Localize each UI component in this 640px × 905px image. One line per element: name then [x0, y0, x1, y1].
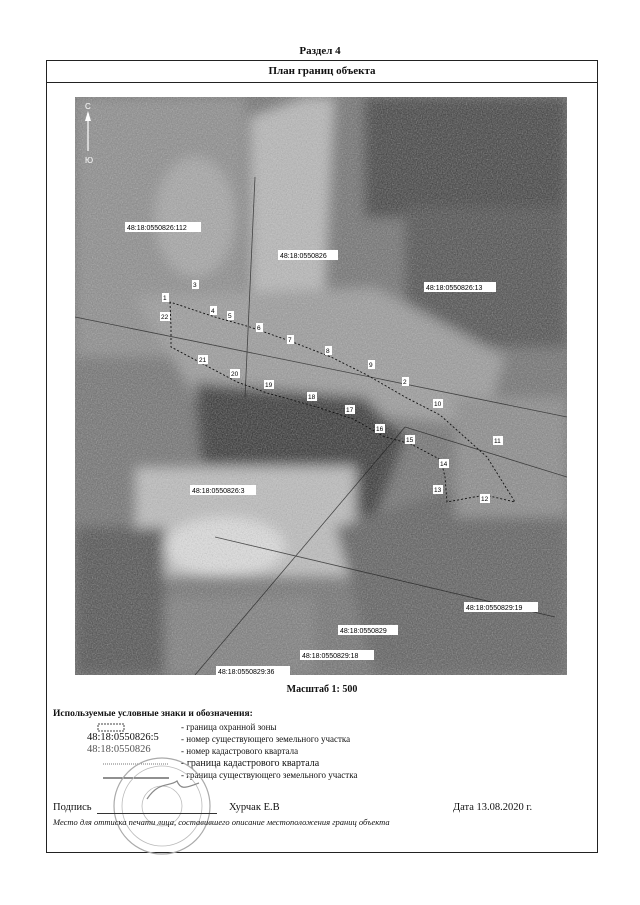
stamp-note: Место для оттиска печати лица, составившего описание местоположения границ объекта — [53, 817, 390, 827]
signatory-name: Хурчак Е.В — [229, 802, 280, 813]
map-scale: Масштаб 1: 500 — [286, 684, 358, 695]
point-label: 14 — [440, 461, 448, 468]
aerial-photo — [75, 97, 567, 675]
section-title: Раздел 4 — [299, 45, 341, 57]
point-label: 4 — [211, 308, 215, 315]
seal-stamp-icon — [107, 751, 217, 861]
legend-description: - граница охранной зоны — [181, 722, 277, 732]
point-marker — [375, 424, 385, 433]
legend-description: - номер кадастрового квартала — [181, 746, 299, 756]
point-label: 10 — [434, 401, 442, 408]
parcel-label-text: 48:18:0550826 — [280, 253, 327, 260]
compass-south: Ю — [85, 156, 94, 165]
parcel-label — [338, 625, 398, 635]
legend-symbol-text: 48:18:0550826 — [87, 744, 151, 755]
parcel-label — [464, 602, 538, 612]
point-label: 20 — [231, 371, 239, 378]
parcel-label — [424, 282, 496, 292]
point-label: 18 — [308, 394, 316, 401]
point-marker — [368, 360, 375, 369]
point-marker — [433, 485, 443, 494]
legend-description: - номер существующего земельного участка — [181, 734, 351, 744]
signature-label: Подпись — [53, 802, 92, 813]
point-label: 3 — [193, 282, 197, 289]
point-marker — [264, 380, 274, 389]
point-marker — [162, 293, 169, 302]
plan-header: План границ объекта — [47, 61, 597, 83]
point-marker — [325, 346, 332, 355]
parcel-label-text: 48:18:0550829:36 — [218, 669, 275, 675]
point-label: 2 — [403, 379, 407, 386]
parcel-label — [300, 650, 374, 660]
point-label: 5 — [228, 313, 232, 320]
point-marker — [480, 494, 490, 503]
parcel-label — [278, 250, 338, 260]
parcel-label-text: 48:18:0550829:18 — [302, 653, 359, 660]
point-label: 1 — [163, 295, 167, 302]
point-marker — [210, 306, 217, 315]
point-marker — [287, 335, 294, 344]
parcel-label — [190, 485, 256, 495]
point-label: 11 — [494, 438, 501, 445]
point-label: 12 — [481, 496, 489, 503]
legend-description: - граница существующего земельного участка — [181, 770, 358, 780]
point-marker — [230, 369, 240, 378]
point-marker — [402, 377, 409, 386]
parcel-label-text: 48:18:0550829:19 — [466, 605, 523, 612]
point-marker — [405, 435, 415, 444]
point-marker — [227, 311, 234, 320]
cadastral-map — [75, 97, 567, 675]
point-label: 22 — [161, 314, 169, 321]
compass-north: С — [85, 102, 91, 111]
point-label: 16 — [376, 426, 384, 433]
point-marker — [493, 436, 503, 445]
parcel-label — [125, 222, 201, 232]
signature-date: Дата 13.08.2020 г. — [453, 802, 533, 813]
parcel-label-text: 48:18:0550826:3 — [192, 488, 245, 495]
point-label: 19 — [265, 382, 273, 389]
point-marker — [192, 280, 199, 289]
parcel-label-text: 48:18:0550826:13 — [426, 285, 483, 292]
legend-title: Используемые условные знаки и обозначения: — [53, 709, 253, 719]
legend-symbol-text: 48:18:0550826:5 — [87, 732, 159, 743]
point-marker — [198, 355, 208, 364]
document-frame — [46, 60, 598, 853]
point-marker — [256, 323, 263, 332]
signature-line — [97, 813, 217, 814]
point-marker — [160, 312, 170, 321]
point-marker — [433, 399, 443, 408]
point-label: 17 — [346, 407, 354, 414]
point-label: 15 — [406, 437, 414, 444]
point-label: 6 — [257, 325, 261, 332]
point-marker — [439, 459, 449, 468]
parcel-label-text: 48:18:0550829 — [340, 628, 387, 635]
point-label: 21 — [199, 357, 207, 364]
legend-description: - граница кадастрового квартала — [181, 758, 320, 769]
point-label: 8 — [326, 348, 330, 355]
point-label: 7 — [288, 337, 292, 344]
point-label: 13 — [434, 487, 442, 494]
point-label: 9 — [369, 362, 373, 369]
point-marker — [307, 392, 317, 401]
parcel-label — [216, 666, 290, 675]
point-marker — [345, 405, 355, 414]
parcel-label-text: 48:18:0550826:112 — [127, 225, 187, 232]
